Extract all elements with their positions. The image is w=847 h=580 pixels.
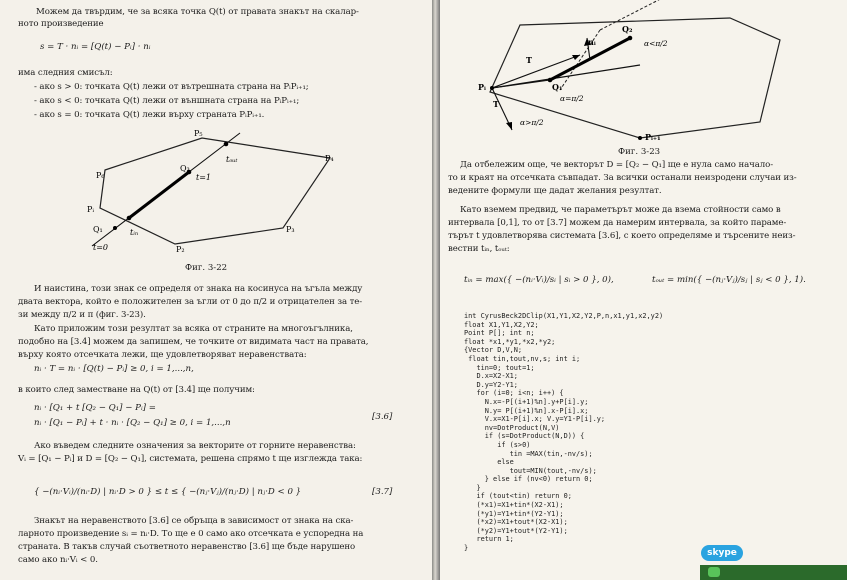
fig22-label-t0: t=0	[93, 243, 109, 252]
book-gutter	[432, 0, 440, 580]
fig22-label-t1: t=1	[196, 173, 212, 182]
code-line: N.x=-P[(i+1)%n].y+P[i].y;	[464, 397, 589, 406]
formula-line: nᵢ · [Q₁ − Pᵢ] + t · nᵢ · [Q₂ − Q₁] ≥ 0, i = 1,...,n	[34, 418, 231, 428]
fig22-label-p4: P₄	[325, 154, 334, 163]
fig22-label-p5: P₅	[194, 129, 203, 138]
code-line: D.x=X2-X1;	[464, 372, 518, 381]
fig23-label-T2: T	[493, 99, 499, 109]
code-line: tout=MIN(tout,-nv/s);	[464, 466, 597, 475]
code-line: if (tout<tin) return 0;	[464, 492, 572, 501]
formula-tin: tᵢₙ = max({ −(nᵢ·Vᵢ)/sᵢ | sᵢ > 0 }, 0),	[464, 275, 614, 285]
fig23-label-q1: Q₁	[552, 82, 563, 92]
text-line: Като приложим този резултат за всяка от страните на многоъгълника,	[34, 324, 353, 334]
code-line: float X1,Y1,X2,Y2;	[464, 320, 539, 329]
text-line: само ако nᵢ·Vᵢ < 0.	[18, 555, 98, 565]
system-tray	[700, 565, 847, 580]
text-line: Можем да твърдим, че за всяка точка Q(t) от правата знакът на скалар-	[36, 7, 359, 17]
code-line: if (s=DotProduct(N,D)) {	[464, 432, 585, 441]
fig22-label-tout: tₒᵤₜ	[226, 155, 238, 164]
text-line: върху която отсечката лежи, ще удовлетворяват неравенствата:	[18, 350, 307, 360]
text-line: - ако s < 0: точката Q(t) лежи от външната страна на PᵢPᵢ₊₁;	[34, 96, 300, 106]
figure-3-23-caption: Фиг. 3-23	[618, 147, 661, 157]
code-line: {Vector D,V,N;	[464, 346, 523, 355]
formula-line: [3.7]	[372, 487, 393, 497]
code-line: float *x1,*y1,*x2,*y2;	[464, 337, 556, 346]
code-line: (*y1)=Y1+tin*(Y2-Y1);	[464, 509, 564, 518]
fig22-label-p6: P₆	[96, 171, 105, 180]
code-line: }	[464, 483, 481, 492]
code-line: N.y= P[(i+1)%n].x-P[i].x;	[464, 406, 589, 415]
code-line: else	[464, 458, 514, 467]
formula-line: nᵢ · T = nᵢ · [Q(t) − Pᵢ] ≥ 0, i = 1,...,n,	[34, 364, 194, 374]
fig22-label-tin: tᵢₙ	[130, 228, 139, 237]
formula-line: s = T · nᵢ = [Q(t) − Pᵢ] · nᵢ	[40, 42, 151, 52]
fig23-label-T: T	[526, 55, 532, 65]
fig22-label-q2: Q₂	[180, 164, 190, 173]
code-line: Point P[]; int n;	[464, 329, 535, 338]
text-line: ното произведение	[18, 19, 104, 29]
figure-3-22	[0, 128, 432, 278]
skype-tray-button[interactable]: skype	[701, 545, 743, 561]
text-line: Знакът на неравенството [3.6] се обръща в зависимост от знака на ска-	[34, 516, 354, 526]
text-line: Vᵢ = [Q₁ − Pᵢ] и D = [Q₂ − Q₁], системата, решена спрямо t ще изглежда така:	[18, 454, 363, 464]
fig22-label-p3: P₃	[286, 225, 295, 234]
code-line: V.x=X1-P[i].x; V.y=Y1-P[i].y;	[464, 415, 606, 424]
formula-line: { −(nᵢ·Vᵢ)/(nᵢ·D) | nᵢ·D > 0 } ≤ t ≤ { −(nⱼ·Vⱼ)/(nⱼ·D) | nⱼ·D < 0 }	[34, 487, 302, 497]
code-line: (*y2)=Y1+tout*(Y2-Y1);	[464, 526, 568, 535]
fig23-label-pi: Pᵢ	[478, 82, 486, 92]
text-line: Да отбележим още, че векторът D = [Q₂ − Q₁] ще е нула само начало-	[460, 160, 773, 170]
text-line: интервала [0,1], то от [3.7] можем да намерим интервала, за който параме-	[448, 218, 787, 228]
text-line: - ако s = 0: точката Q(t) лежи върху страната PᵢPᵢ₊₁.	[34, 110, 265, 120]
figure-3-23	[440, 0, 847, 150]
fig23-label-ni: nᵢ	[588, 37, 596, 47]
code-line: if (s>0)	[464, 440, 531, 449]
text-line: И наистина, този знак се определя от знака на косинуса на ъгъла между	[34, 284, 363, 294]
code-line: for (i=0; i<n; i++) {	[464, 389, 564, 398]
code-line: (*x2)=X1+tout*(X2-X1);	[464, 518, 568, 527]
code-line: return 1;	[464, 535, 514, 544]
text-line: ведените формули ще дадат желания резултат.	[448, 186, 662, 196]
cyrus-beck-code-listing	[464, 312, 663, 553]
code-line: int CyrusBeck2DClip(X1,Y1,X2,Y2,P,n,x1,y1,x2,y2)	[464, 312, 664, 320]
code-line: tin =MAX(tin,-nv/s);	[464, 449, 593, 458]
formula-tout: tₒᵤₜ = min({ −(nⱼ·Vⱼ)/sⱼ | sⱼ < 0 }, 1).	[652, 275, 806, 285]
fig23-label-a3: α>π/2	[520, 118, 544, 127]
code-line: }	[464, 544, 469, 553]
text-line: подобно на [3.4] можем да запишем, че точките от видимата част на правата,	[18, 337, 369, 347]
code-line: D.y=Y2-Y1;	[464, 380, 518, 389]
fig23-label-a2: α=π/2	[560, 94, 584, 103]
text-line: двата вектора, който е положителен за ъгли от 0 до π/2 и отрицателен за те-	[18, 297, 363, 307]
text-line: страната. В такъв случай съответното неравенство [3.6] ще бъде нарушено	[18, 542, 356, 552]
text-line: има следния смисъл:	[18, 68, 113, 78]
fig22-label-p2: P₂	[176, 245, 185, 254]
fig23-label-q2: Q₂	[622, 24, 633, 34]
text-line: търът t удовлетворява системата [3.6], с което определяме и търсените неиз-	[448, 231, 796, 241]
figure-3-22-caption: Фиг. 3-22	[185, 263, 228, 273]
text-line: Като вземем предвид, че параметърът може да взема стойности само в	[460, 205, 781, 215]
code-line: float tin,tout,nv,s; int i;	[464, 354, 581, 363]
text-line: Ако въведем следните означения за векторите от горните неравенства:	[34, 441, 356, 451]
formula-line: [3.6]	[372, 412, 393, 422]
text-line: в които след заместване на Q(t) от [3.4] ще получим:	[18, 385, 255, 395]
fig23-label-a1: α<π/2	[644, 39, 668, 48]
code-line: nv=DotProduct(N,V)	[464, 423, 560, 432]
fig23-label-pi1: Pᵢ₊₁	[645, 132, 661, 142]
formula-line: nᵢ · [Q₁ + t [Q₂ − Q₁] − Pᵢ] =	[34, 403, 156, 413]
text-line: - ако s > 0: точката Q(t) лежи от вътрешната страна на PᵢPᵢ₊₁;	[34, 82, 309, 92]
code-line: } else if (nv<0) return 0;	[464, 475, 593, 484]
fig22-label-q1: Q₁	[93, 225, 103, 234]
code-line: (*x1)=X1+tin*(X2-X1);	[464, 501, 564, 510]
text-line: вестни tᵢₙ, tₒᵤₜ:	[448, 244, 510, 254]
right-book-page	[440, 0, 847, 580]
code-line: tin=0; tout=1;	[464, 363, 535, 372]
tray-app-icon[interactable]	[708, 567, 720, 577]
text-line: зи между π/2 и π (фиг. 3-23).	[18, 310, 146, 320]
text-line: то и краят на отсечката съвпадат. За всички останали неизродени случаи из-	[448, 173, 797, 183]
text-line: ларното произведение sᵢ = nᵢ·D. То ще е 0 само ако отсечката е успоредна на	[18, 529, 364, 539]
fig22-label-pi: Pᵢ	[87, 205, 94, 214]
